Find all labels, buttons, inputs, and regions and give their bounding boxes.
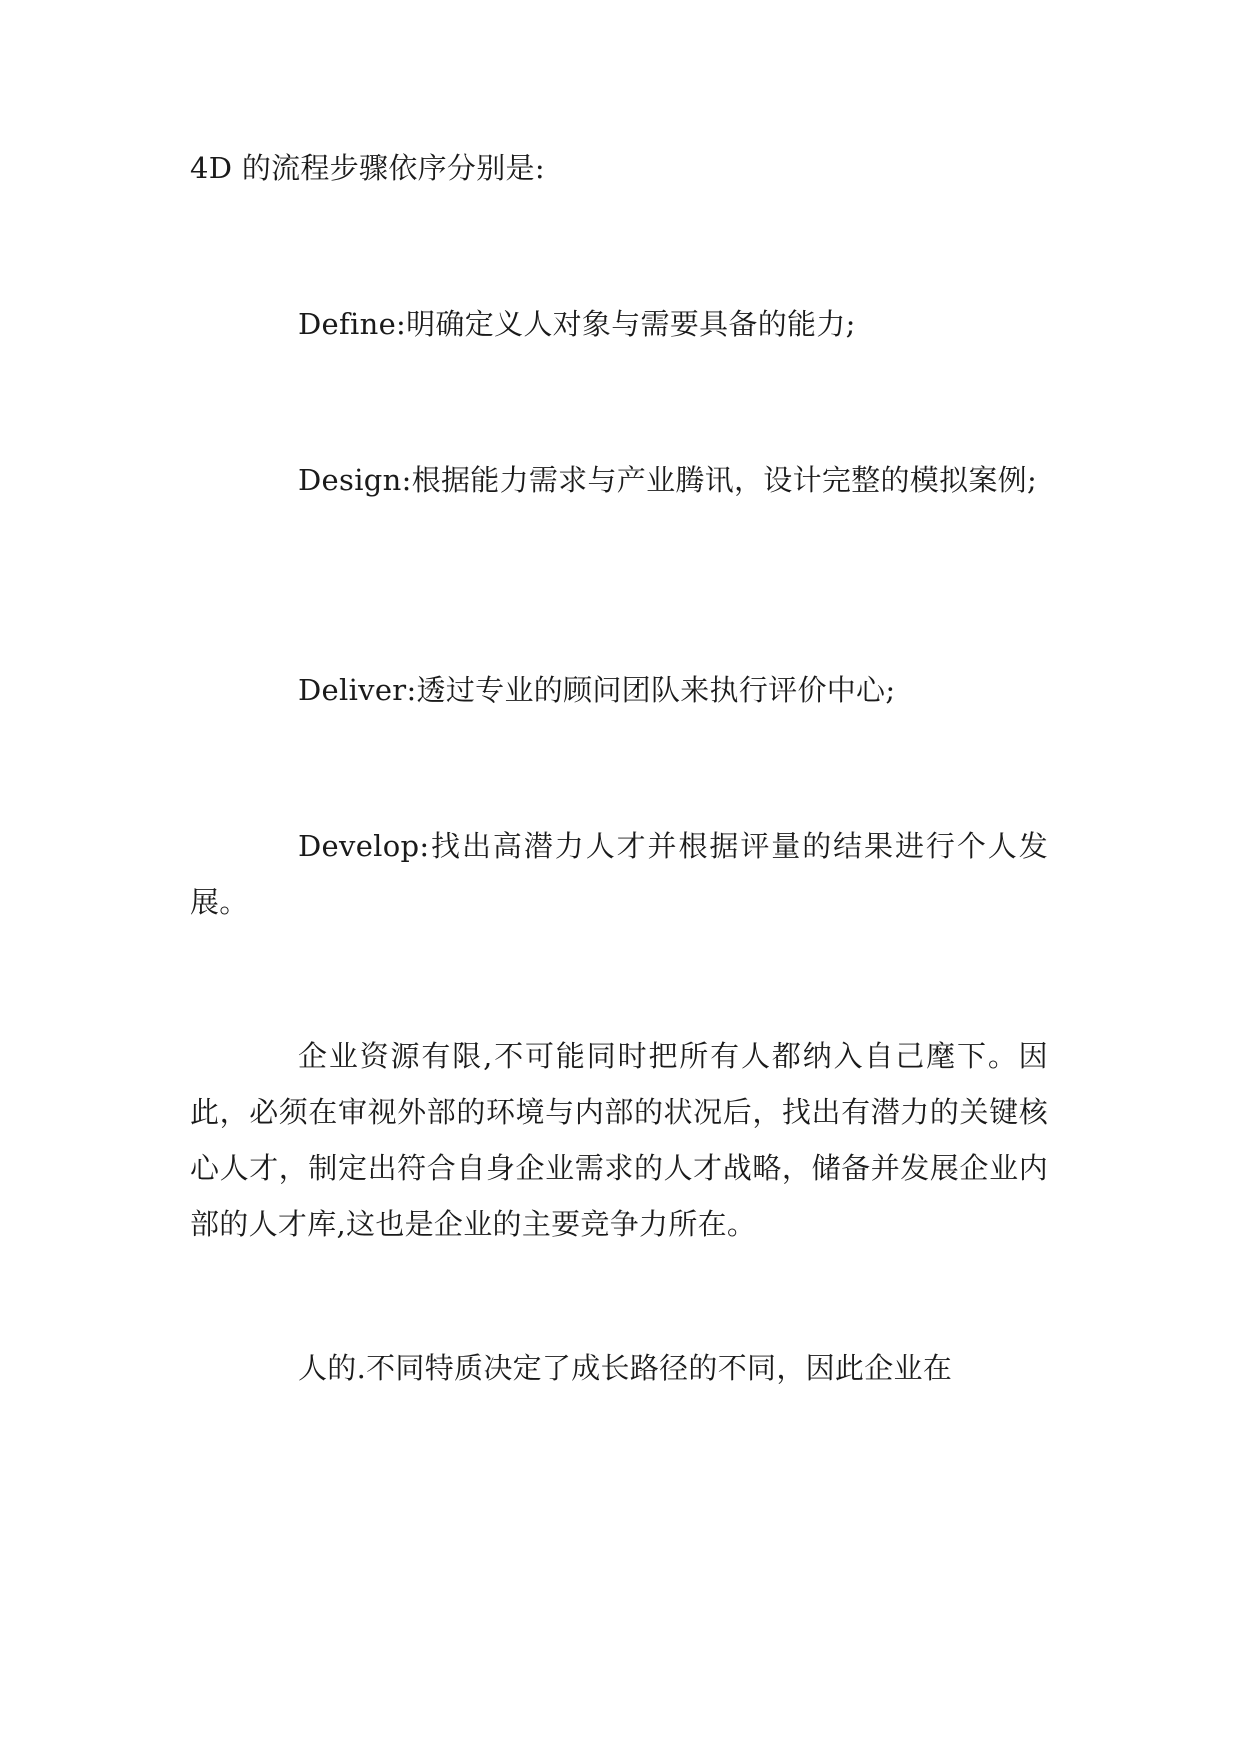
growth-path-paragraph: 人的.不同特质决定了成长路径的不同，因此企业在 [298,1351,953,1385]
intro-paragraph: 4D 的流程步骤依序分别是: [190,151,545,185]
deliver-paragraph: Deliver:透过专业的顾问团队来执行评价中心; [298,673,896,707]
talent-strategy-paragraph: 企业资源有限,不可能同时把所有人都纳入自己麾下。因此，必须在审视外部的环境与内部的状况后，找出有潜力的关键核心人才，制定出符合自身企业需求的人才战略，储备并发展企业内部的人才库,这也是企业的主要竞争力所在。 [190,1039,1048,1241]
design-paragraph: Design:根据能力需求与产业腾讯，设计完整的模拟案例; [298,463,1038,497]
develop-paragraph: Develop:找出高潜力人才并根据评量的结果进行个人发展。 [190,829,1048,919]
define-paragraph: Define:明确定义人对象与需要具备的能力; [298,307,856,341]
